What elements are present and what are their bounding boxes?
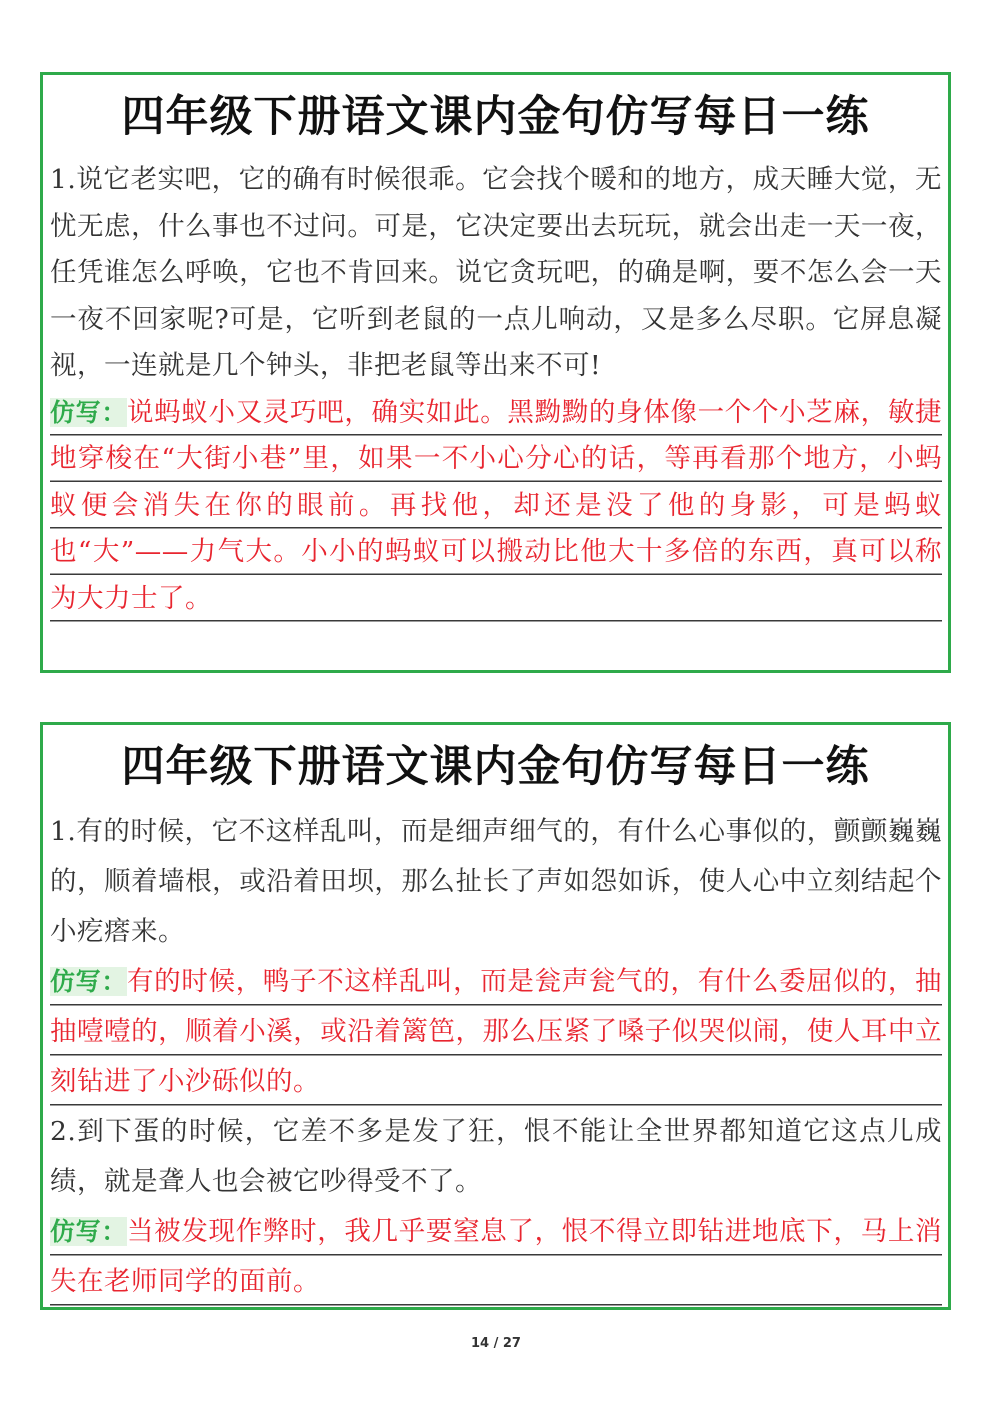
original-sentence: 1.说它老实吧，它的确有时候很乖。它会找个暖和的地方，成天睡大觉，无忧无虑，什么事也不过问。可是，它决定要出去玩玩，就会出走一天一夜，任凭谁怎么呼唤，它也不肯回来。说它贪玩吧，的确是啊，要不怎么会一天一夜不回家呢?可是，它听到老鼠的一点儿响动，又是多么尽职。它屏息凝视，一连就是几个钟头，非把老鼠等出来不可! xyxy=(50,164,942,381)
imitation-text: 说蚂蚁小又灵巧吧，确实如此。黑黝黝的身体像一个个小芝麻，敏捷地穿梭在“大街小巷”里，如果一不小心分心的话，等再看那个地方，小蚂蚁便会消失在你的眼前。再找他，却还是没了他的身影，可是蚂蚁也“大”——力气大。小小的蚂蚁可以搬动比他大十多倍的东西，真可以称为大力士了。 xyxy=(50,396,942,614)
card-body xyxy=(43,807,948,1307)
card-title: 四年级下册语文课内金句仿写每日一练 xyxy=(121,742,870,792)
imitation-label: 仿写： xyxy=(50,1217,128,1246)
exercise-card-1 xyxy=(40,72,951,673)
imitation-paragraph xyxy=(50,1207,942,1307)
imitation-label: 仿写： xyxy=(50,397,128,427)
original-sentence: 2.到下蛋的时候，它差不多是发了狂，恨不能让全世界都知道它这点儿成绩，就是聋人也会被它吵得受不了。 xyxy=(50,1116,942,1197)
exercise-card-2 xyxy=(40,722,951,1310)
imitation-text: 当被发现作弊时，我几乎要窒息了，恨不得立即钻进地底下，马上消失在老师同学的面前。 xyxy=(50,1216,942,1297)
imitation-label: 仿写： xyxy=(50,967,128,996)
card-body xyxy=(43,157,948,622)
original-sentence: 1.有的时候，它不这样乱叫，而是细声细气的，有什么心事似的，颤颤巍巍的，顺着墙根，或沿着田坝，那么扯长了声如怨如诉，使人心中立刻结起个小疙瘩来。 xyxy=(50,816,942,947)
imitation-paragraph xyxy=(50,957,942,1107)
card-title: 四年级下册语文课内金句仿写每日一练 xyxy=(121,92,870,142)
imitation-paragraph xyxy=(50,390,942,623)
page-indicator: 14 / 27 xyxy=(471,1336,521,1351)
imitation-text: 有的时候，鸭子不这样乱叫，而是瓮声瓮气的，有什么委屈似的，抽抽噎噎的，顺着小溪，或沿着篱笆，那么压紧了嗓子似哭似闹，使人耳中立刻钻进了小沙砾似的。 xyxy=(50,966,942,1097)
